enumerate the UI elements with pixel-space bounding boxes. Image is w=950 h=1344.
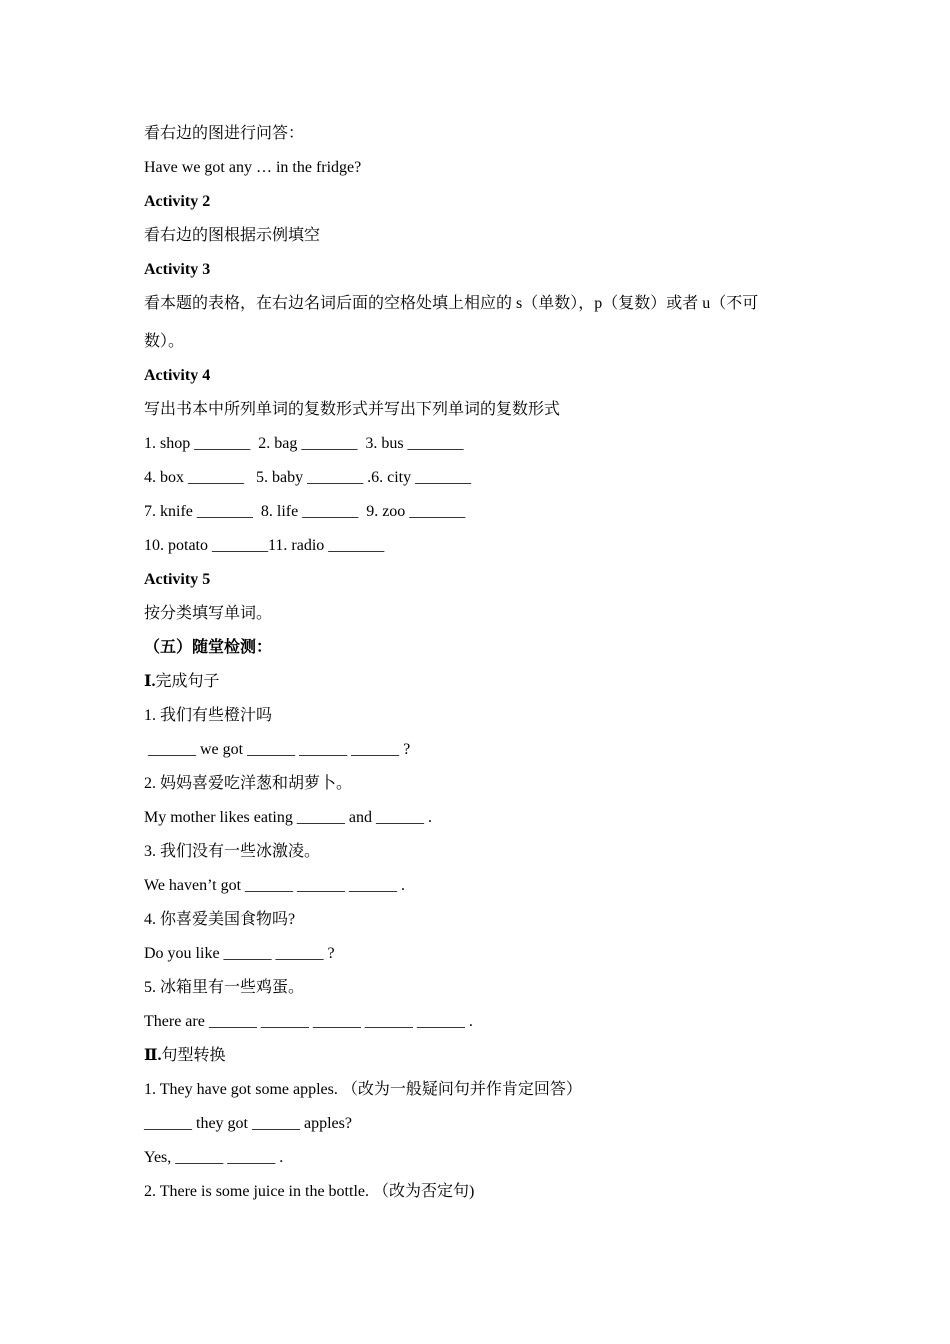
part-title: 句型转换 [161, 1047, 226, 1064]
activity-5-heading: Activity 5 [144, 571, 211, 588]
answer-line: ______ they got ______ apples? [144, 1115, 352, 1132]
activity-4-heading: Activity 4 [144, 367, 211, 384]
exercise-line: 4. box _______ 5. baby _______ .6. city _______ [144, 469, 472, 486]
answer-line: My mother likes eating ______ and ______ . [144, 809, 432, 826]
instruction-line: 写出书本中所列单词的复数形式并写出下列单词的复数形式 [144, 401, 561, 418]
question-prompt: 2. 妈妈喜爱吃洋葱和胡萝卜。 [144, 775, 353, 792]
section-heading: （五）随堂检测： [144, 639, 273, 656]
part-number: Ⅰ. [144, 673, 156, 690]
question-prompt: 4. 你喜爱美国食物吗? [144, 911, 296, 928]
exercise-line: 10. potato _______11. radio _______ [144, 537, 385, 554]
answer-line: Do you like ______ ______ ? [144, 945, 335, 962]
part-title: 完成句子 [155, 673, 220, 690]
answer-line: There are ______ ______ ______ ______ ______ . [144, 1013, 473, 1030]
instruction-line-continued: 数）。 [144, 333, 185, 350]
question-prompt: 2. There is some juice in the bottle. （改为否定句) [144, 1183, 475, 1200]
part-number: Ⅱ. [144, 1047, 162, 1064]
question-line: Have we got any … in the fridge? [144, 159, 362, 176]
question-prompt: 1. They have got some apples. （改为一般疑问句并作肯定回答） [144, 1081, 582, 1098]
document-page [144, 124, 814, 1216]
instruction-line: 按分类填写单词。 [144, 605, 273, 622]
exercise-line: 7. knife _______ 8. life _______ 9. zoo _______ [144, 503, 466, 520]
answer-line: ______ we got ______ ______ ______ ? [144, 741, 411, 758]
instruction-line: 看右边的图进行问答： [144, 125, 305, 142]
part-2-heading [144, 1046, 814, 1080]
instruction-line: 看右边的图根据示例填空 [144, 227, 321, 244]
part-1-heading [144, 672, 814, 706]
answer-line: Yes, ______ ______ . [144, 1149, 284, 1166]
question-prompt: 5. 冰箱里有一些鸡蛋。 [144, 979, 305, 996]
answer-line: We haven’t got ______ ______ ______ . [144, 877, 406, 894]
activity-2-heading: Activity 2 [144, 193, 211, 210]
question-prompt: 1. 我们有些橙汁吗 [144, 707, 273, 724]
question-prompt: 3. 我们没有一些冰激凌。 [144, 843, 321, 860]
instruction-line: 看本题的表格，在右边名词后面的空格处填上相应的 s（单数），p（复数）或者 u（不可 [144, 295, 759, 312]
activity-3-heading: Activity 3 [144, 261, 211, 278]
exercise-line: 1. shop _______ 2. bag _______ 3. bus _______ [144, 435, 464, 452]
